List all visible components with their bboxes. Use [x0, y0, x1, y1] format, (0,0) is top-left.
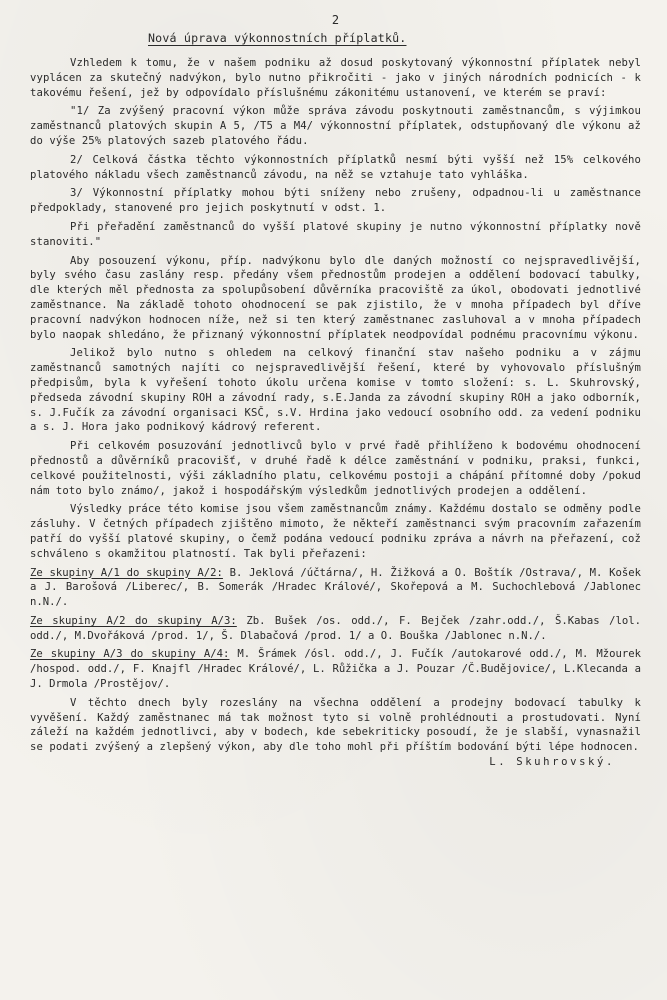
- group-a3-a4: [30, 647, 641, 691]
- group-names: B. Jeklová /účtárna/, H. Žižková a O. Boštík /Ostrava/, M. Košek a J. Barošová /Liberec/, B. Somerák /Hradec Králové/, Skořepová a M. Suchochlebová /Jablonec n.N./.: [30, 566, 641, 609]
- closing-text: V těchto dnech byly rozeslány na všechna oddělení a prodejny bodovací tabulky k vyvěšení. Každý zaměstnanec má tak možnost tyto si volně prohlédnouti a prostudovati. Nyní záleží na každém jednotlivci, aby v bodech, kde sebekriticky posoudí, že je slabší, vynasnažil se podati zvýšený a zlepšený výkon, aby dle toho mohl při příštím bodování býti lépe hodnocen.: [30, 696, 641, 754]
- group-heading: Ze skupiny A/1 do skupiny A/2:: [30, 566, 223, 579]
- signature: L. Skuhrovský.: [489, 756, 615, 769]
- page-number: 2: [331, 13, 340, 27]
- group-names: Zb. Bušek /os. odd./, F. Bejček /zahr.odd./, Š.Kabas /lol. odd./, M.Dvořáková /prod. 1/, Š. Dlabačová /prod. 1/ a O. Bouška /Jablonec n.N./.: [30, 614, 641, 642]
- paragraph-clause-3: 3/ Výkonnostní příplatky mohou býti sníženy nebo zrušeny, odpadnou-li u zaměstnance předpoklady, stanovené pro jejich poskytnutí v odst. 1.: [30, 187, 641, 215]
- group-a2-a3: [30, 614, 641, 644]
- paragraph-clause-1: "1/ Za zvýšený pracovní výkon může správa závodu poskytnouti zaměstnancům, s výjimkou zaměstnanců platových skupin A 5, /T5 a M4/ výkonnostní příplatek, odstupňovaný dle výkonu až do výše 25% platových sazeb platového řádu.: [30, 105, 641, 147]
- paragraph-closing: [30, 696, 641, 769]
- paragraph-intro: Vzhledem k tomu, že v našem podniku až dosud poskytovaný výkonnostní příplatek nebyl vyplácen za skutečný nadvýkon, bylo nutno přikročiti - jako v jiných národních podnicích - k takovému řešení, jež by odpovídalo příslušnému zákonitému ustanovení, ve kterém se praví:: [30, 57, 641, 99]
- paragraph-clause-4: Při přeřadění zaměstnanců do vyšší platové skupiny je nutno výkonnostní příplatky nově stanoviti.": [30, 220, 641, 248]
- paragraph-evaluation: Aby posouzení výkonu, příp. nadvýkonu bylo dle daných možností co nejspravedlivější, byly svého času zaslány resp. předány všem přednostům prodejen a oddělení bodovací tabulky, dle kterých měl přednosta za spolupůsobení důvěrníka pracoviště za úkol, obodovati jednotlivé zaměstnance. Na základě tohoto ohodnocení se pak zjistilo, že v mnoha případech byl dříve pracovní nadvýkon hodnocen níže, než si ten který zaměstnanec zasluhoval a v mnoha případech bylo naopak shledáno, že přiznaný výkonnostní příplatek neodpovídal podnému pracovnímu výkonu.: [30, 254, 641, 341]
- group-heading: Ze skupiny A/2 do skupiny A/3:: [30, 614, 237, 627]
- paragraph-results: Výsledky práce této komise jsou všem zaměstnancům známy. Každému dostalo se odměny podle zásluhy. V četných případech zjištěno mimoto, že někteří zaměstnanci svým pracovním zařazením patří do vyšší platové skupiny, o čemž podána vedoucí podniku zpráva a návrh na přeřazení, což schváleno s okamžitou platností. Tak byli přeřazeni:: [30, 503, 641, 560]
- paragraph-clause-2: 2/ Celková částka těchto výkonnostních příplatků nesmí býti vyšší než 15% celkového platového nákladu všech zaměstnanců závodu, na něž se vztahuje tato vyhláška.: [30, 153, 641, 181]
- paragraph-commission: Jelikož bylo nutno s ohledem na celkový finanční stav našeho podniku a v zájmu zaměstnanců samotných najíti co nejspravedlivější řešení, které by vyhovovalo příslušným předpisům, byla k vyřešení tohoto úkolu určena komise v tomto složení: s. L. Skuhrovský, předseda závodní skupiny ROH a závodní rady, s.E.Janda za závodní skupiny ROH a jako odborník, s. J.Fučík za závodní organisaci KSČ, s.V. Hrdina jako vedoucí osobního odd. za vedení podniku a s. J. Hora jako podnikový kádrový referent.: [30, 347, 641, 434]
- group-heading: Ze skupiny A/3 do skupiny A/4:: [30, 648, 230, 661]
- paragraph-criteria: Při celkovém posuzování jednotlivců bylo v prvé řadě přihlíženo k bodovému ohodnocení přednostů a důvěrníků pracovišť, v druhé řadě k délce zaměstnání v podniku, praksi, funkci, celkové použitelnosti, výši základního platu, celkovému postoji a chápání přítomné doby /pokud nám toto bylo známo/, jakož i hospodářským výsledkům jednotlivých prodejen a oddělení.: [30, 440, 641, 497]
- group-a1-a2: [30, 566, 641, 610]
- group-names: M. Šrámek /ósl. odd./, J. Fučík /autokarové odd./, M. Mžourek /hospod. odd./, F. Knajfl /Hradec Králové/, L. Růžička a J. Pouzar /Č.Budějovice/, L.Klecanda a J. Drmola /Prostějov/.: [30, 648, 642, 691]
- document-title: Nová úprava výkonnostních příplatků.: [148, 31, 407, 45]
